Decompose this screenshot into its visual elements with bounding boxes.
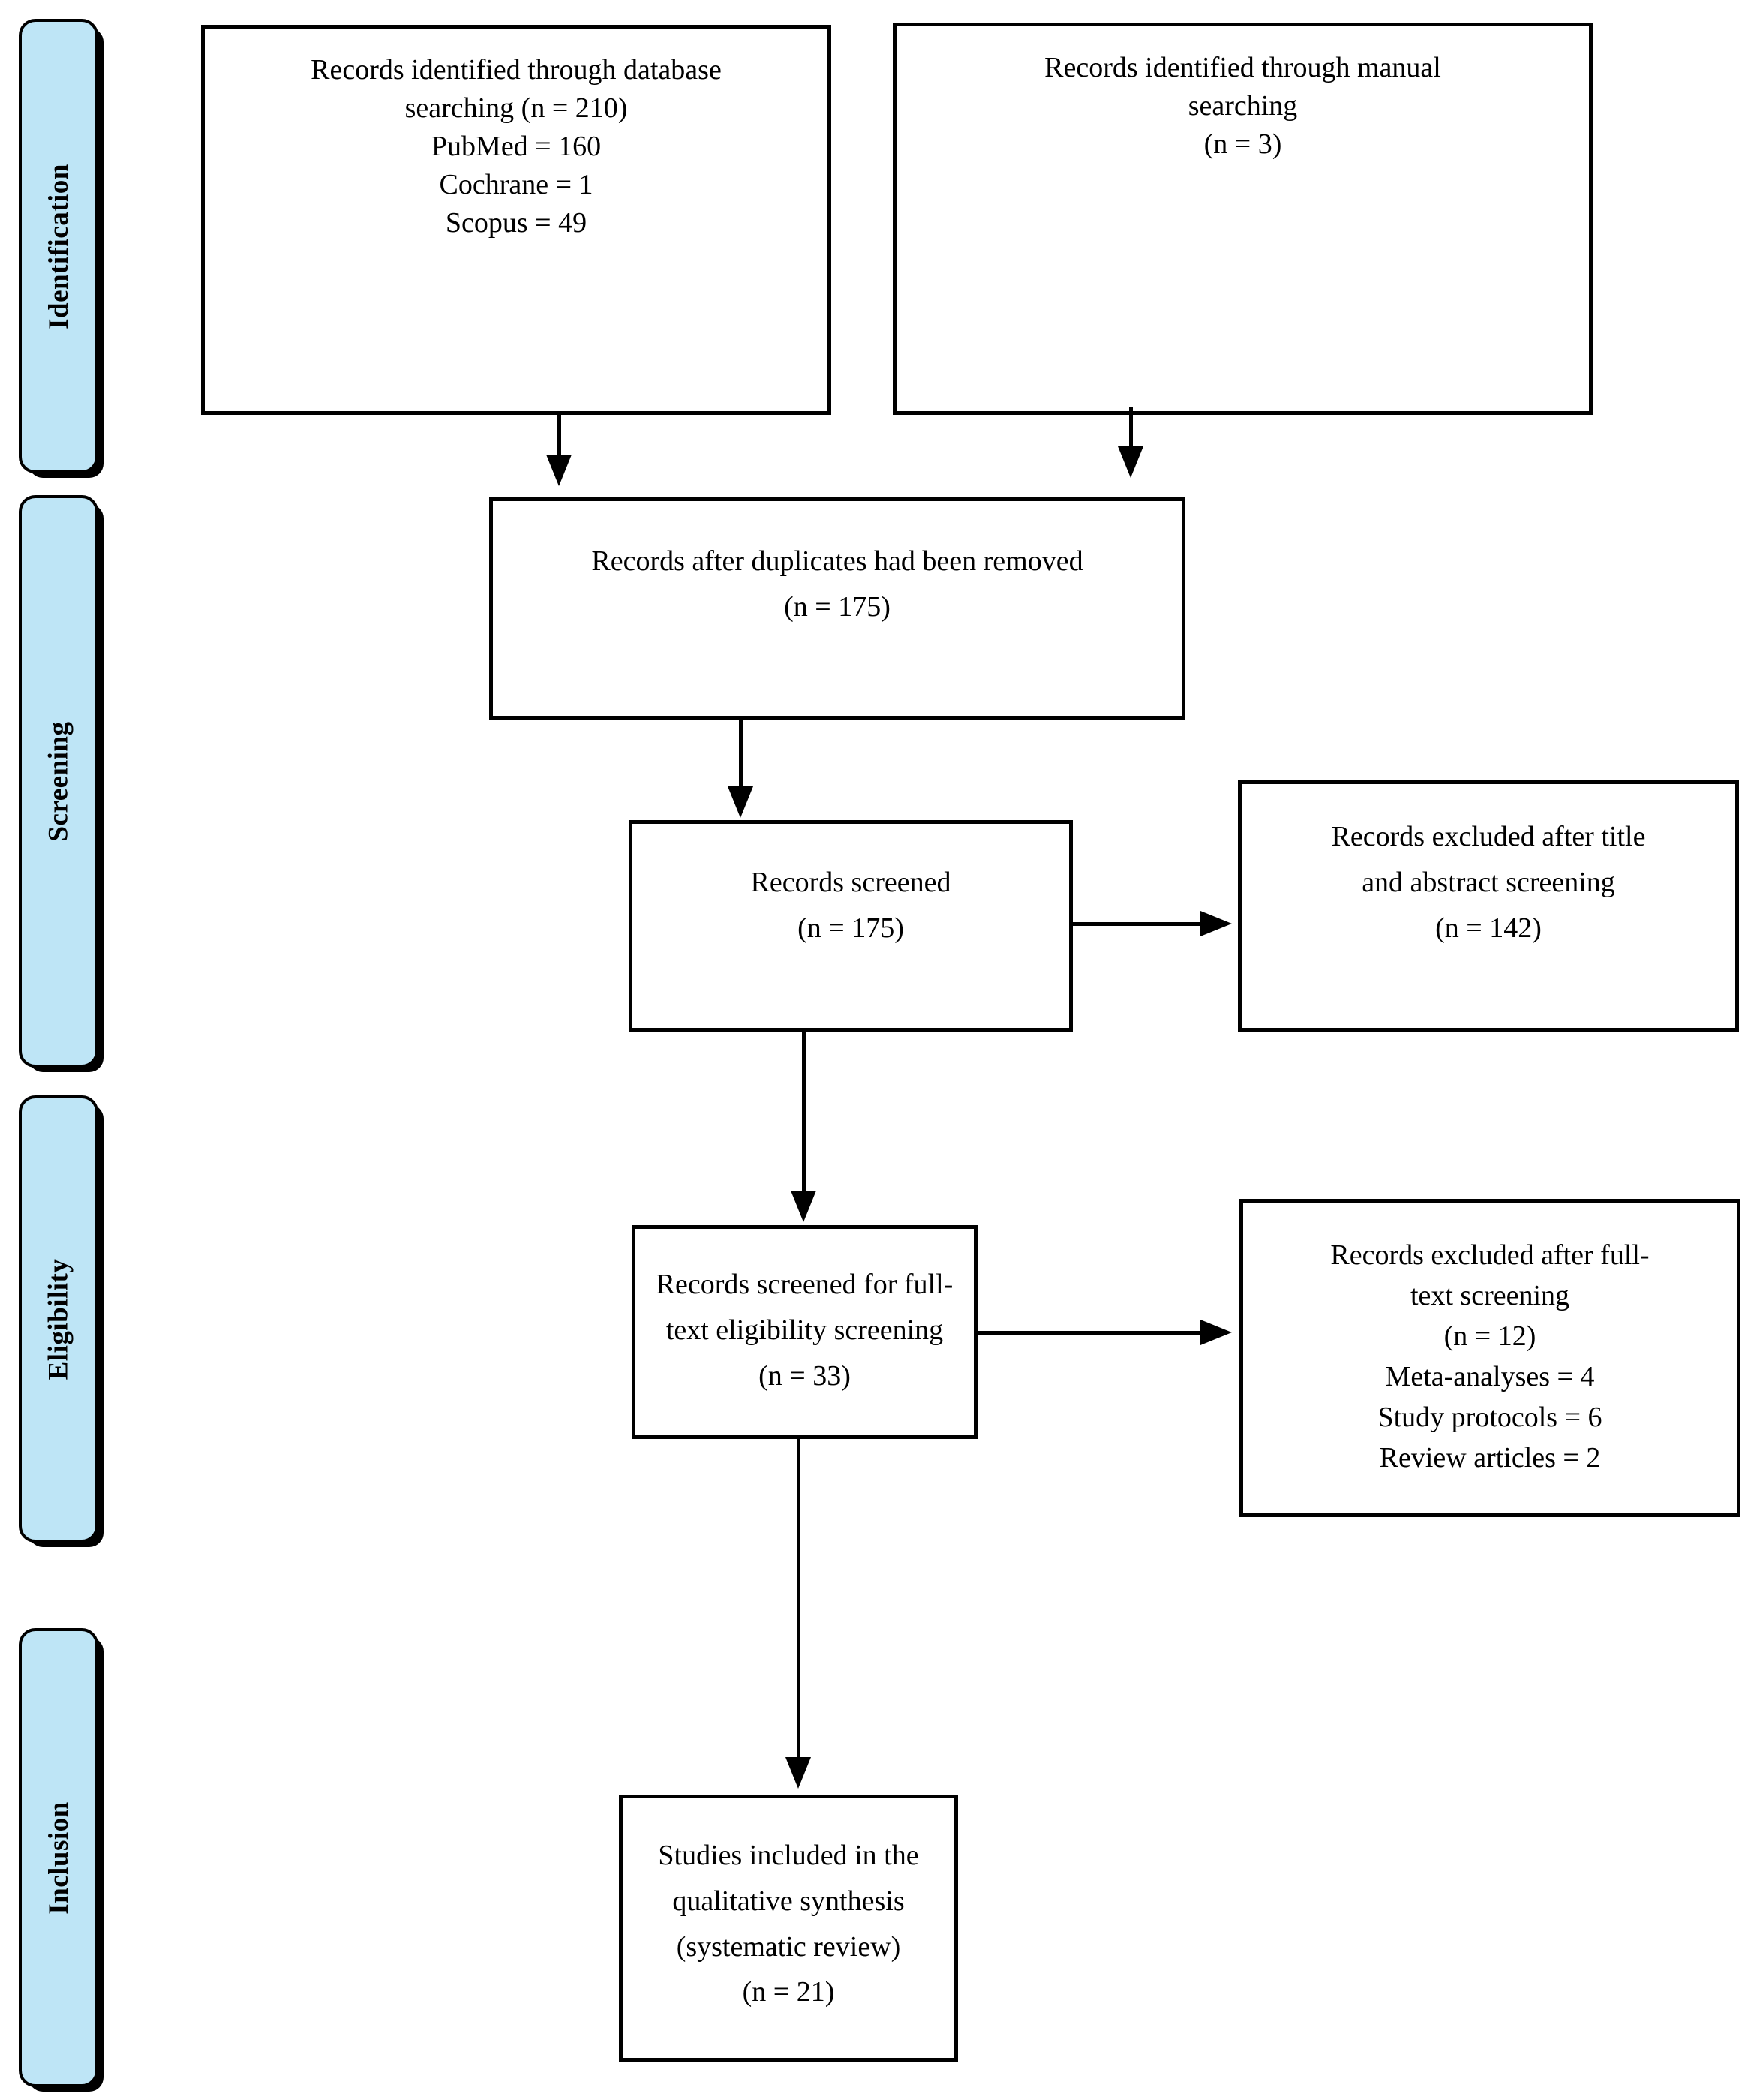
box-text-line: and abstract screening xyxy=(1362,866,1615,898)
sidebar-stage-eligibility xyxy=(19,1095,98,1543)
arrow-line xyxy=(802,1032,806,1194)
arrowhead-down-icon xyxy=(785,1757,811,1789)
box-records-excluded-title-abstract xyxy=(1238,780,1739,1032)
box-records-excluded-fulltext xyxy=(1239,1199,1740,1517)
sidebar-stage-inclusion xyxy=(19,1628,98,2087)
box-text-line: searching (n = 210) xyxy=(404,92,628,124)
arrow-line xyxy=(1073,922,1202,926)
box-text-line: Records identified through database xyxy=(311,54,722,86)
box-text-line: Records after duplicates had been removed xyxy=(591,545,1083,577)
box-records-after-duplicates xyxy=(489,497,1185,720)
box-text-line: Study protocols = 6 xyxy=(1377,1401,1602,1433)
box-text-line: (n = 33) xyxy=(758,1359,851,1392)
box-text-line: Records identified through manual xyxy=(1044,52,1441,83)
box-text-line: qualitative synthesis xyxy=(672,1885,905,1917)
arrow-line xyxy=(557,415,561,458)
arrowhead-down-icon xyxy=(728,786,753,818)
box-records-screened xyxy=(629,820,1073,1032)
sidebar-stage-label: Eligibility xyxy=(43,1258,74,1380)
box-text-line: text screening xyxy=(1410,1279,1570,1311)
sidebar-stage-label: Screening xyxy=(43,721,74,842)
box-text-line: Records screened for full- xyxy=(656,1269,954,1300)
arrow-line xyxy=(978,1331,1203,1335)
box-text-line: Scopus = 49 xyxy=(445,206,587,239)
arrowhead-down-icon xyxy=(1118,446,1143,478)
box-text-line: text eligibility screening xyxy=(665,1314,944,1346)
box-studies-included xyxy=(619,1795,958,2062)
arrow-line xyxy=(1129,407,1133,450)
box-records-screened-fulltext xyxy=(632,1225,978,1439)
box-text-line: Records excluded after full- xyxy=(1330,1239,1650,1271)
sidebar-stage-label: Identification xyxy=(43,163,74,329)
box-text-line: Cochrane = 1 xyxy=(439,168,593,200)
box-text-line: (n = 142) xyxy=(1435,912,1542,944)
arrow-line xyxy=(797,1439,800,1760)
box-text-line: searching xyxy=(1188,89,1298,122)
arrowhead-right-icon xyxy=(1200,911,1232,936)
sidebar-stage-screening xyxy=(19,495,98,1068)
box-text-line: (n = 3) xyxy=(1203,128,1282,160)
arrowhead-down-icon xyxy=(546,455,572,486)
arrowhead-right-icon xyxy=(1200,1320,1232,1345)
sidebar-stage-label: Inclusion xyxy=(43,1801,74,1915)
sidebar-stage-identification xyxy=(19,19,98,473)
box-text-line: (n = 21) xyxy=(742,1976,835,2008)
box-text-line: Records screened xyxy=(750,867,951,898)
box-records-identified-database xyxy=(201,25,831,415)
box-text-line: (systematic review) xyxy=(676,1930,901,1963)
box-text-line: Meta-analyses = 4 xyxy=(1385,1360,1595,1392)
box-text-line: (n = 12) xyxy=(1443,1320,1536,1352)
box-text-line: Studies included in the xyxy=(658,1840,919,1871)
box-text-line: (n = 175) xyxy=(784,590,891,623)
box-records-identified-manual xyxy=(893,23,1593,415)
box-text-line: Review articles = 2 xyxy=(1379,1441,1601,1474)
box-text-line: PubMed = 160 xyxy=(431,130,602,162)
arrow-line xyxy=(739,719,743,789)
arrowhead-down-icon xyxy=(791,1191,816,1222)
box-text-line: Records excluded after title xyxy=(1331,821,1646,852)
box-text-line: (n = 175) xyxy=(797,912,904,944)
